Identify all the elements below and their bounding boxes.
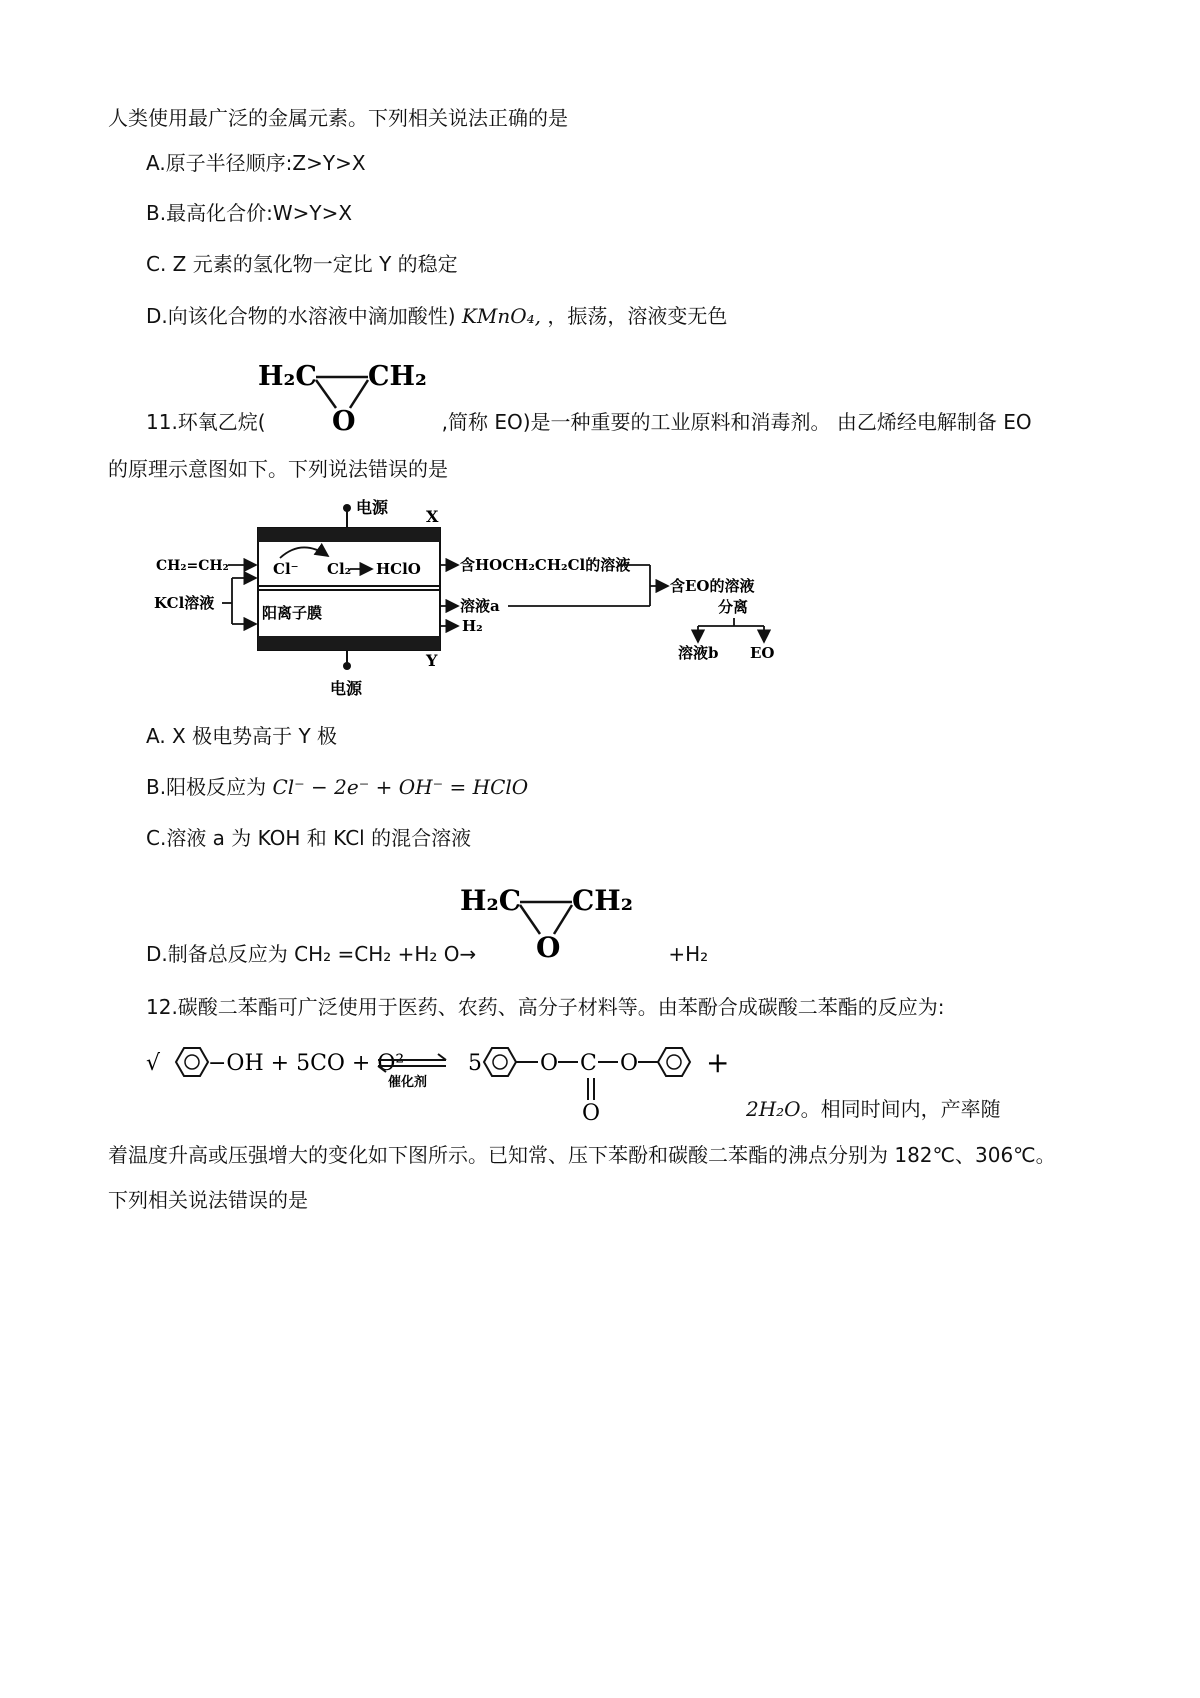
electrode-x [258,528,440,542]
phenyl-ring-right [658,1048,690,1076]
solution-a-output: 溶液a [460,597,500,615]
q10-option-b: B.最高化合价:W>Y>X [146,201,353,225]
q11-option-d [146,940,708,968]
epoxide-d-left: H₂C [460,884,522,917]
water-formula: 2H₂O [746,1097,801,1121]
epoxide-oxygen: O [332,406,356,435]
q11-option-b [146,773,528,801]
q12-tail-text: 。相同时间内，产率随 [800,1097,1001,1121]
ester-oxygen-left: O [540,1051,559,1076]
q12-tail [746,1095,1001,1123]
separation-label: 分离 [718,598,749,616]
epoxide-left-group: H₂C [258,361,317,392]
product-lead: 5 [468,1051,482,1076]
kcl-input: KCl溶液 [154,594,215,612]
ester-oxygen-right: O [620,1051,639,1076]
reactants: −OH + 5CO + O² [208,1051,405,1076]
power-label-bottom: 电源 [330,679,363,698]
electrode-y [258,636,440,650]
q11-option-b-pre: B.阳极反应为 [146,775,267,799]
epoxide-d-right: CH₂ [572,884,634,917]
q12-line3: 下列相关说法错误的是 [108,1188,308,1212]
q10-stem-tail: 人类使用最广泛的金属元素。下列相关说法正确的是 [108,106,568,130]
q11-option-c: C.溶液 a 为 KOH 和 KCl 的混合溶液 [146,826,472,850]
power-label-top: 电源 [356,498,389,517]
chlorohydrin-output: 含HOCH₂CH₂Cl的溶液 [460,556,631,574]
q11-option-d-pre: D.制备总反应为 CH₂ =CH₂ +H₂ O→ [146,942,477,966]
chlorine-gas: Cl₂ [327,560,352,578]
diphenyl-carbonate-reaction [146,1036,736,1126]
anode-equation: Cl⁻ − 2e⁻ + OH⁻ = HClO [272,775,529,799]
membrane-label: 阳离子膜 [262,604,323,622]
q11-option-a: A. X 极电势高于 Y 极 [146,724,338,748]
eo-solution: 含EO的溶液 [670,577,755,595]
hclo-product: HClO [376,560,421,578]
q12-stem: 12.碳酸二苯酯可广泛使用于医药、农药、高分子材料等。由苯酚合成碳酸二苯酯的反应为: [146,995,945,1019]
q12-line2: 着温度升高或压强增大的变化如下图所示。已知常、压下苯酚和碳酸二苯酯的沸点分别为 182℃、306℃。 [108,1143,1056,1167]
eo-product: EO [750,644,775,662]
q11-stem-line1 [146,408,1032,436]
q11-option-d-post: +H₂ [668,942,709,966]
kmno4-formula: KMnO₄, [461,304,541,328]
carbonyl-carbon: C [580,1051,597,1076]
reactant-lead: √ [146,1051,161,1076]
q10-option-a: A.原子半径顺序:Z>Y>X [146,151,366,175]
carbonyl-oxygen: O [582,1101,601,1126]
q10-option-d-pre: D.向该化合物的水溶液中滴加酸性) [146,304,456,328]
electrode-x-label: X [426,507,439,526]
phenol-ring [176,1048,208,1076]
chloride-ion: Cl⁻ [273,560,299,578]
catalyst-label: 催化剂 [388,1075,428,1090]
q10-option-d [146,302,727,330]
q10-option-d-post: ，振荡，溶液变无色 [547,304,728,328]
epoxide-right-group: CH₂ [368,361,427,392]
ethylene-input: CH₂=CH₂ [156,558,229,574]
phenyl-ring-left [484,1048,516,1076]
reaction-plus: + [706,1046,730,1079]
q11-stem-pre: 11.环氧乙烷( [146,410,266,434]
solution-b: 溶液b [678,644,719,662]
electrode-y-label: Y [426,651,438,670]
q10-option-c: C. Z 元素的氢化物一定比 Y 的稳定 [146,252,458,276]
epoxide-d-oxygen: O [536,931,561,962]
h2-output: H₂ [462,617,483,635]
q11-stem-post: ,简称 EO)是一种重要的工业原料和消毒剂。 由乙烯经电解制备 EO [441,410,1032,434]
q11-stem-line2: 的原理示意图如下。下列说法错误的是 [108,457,448,481]
electrolysis-diagram [150,494,790,704]
